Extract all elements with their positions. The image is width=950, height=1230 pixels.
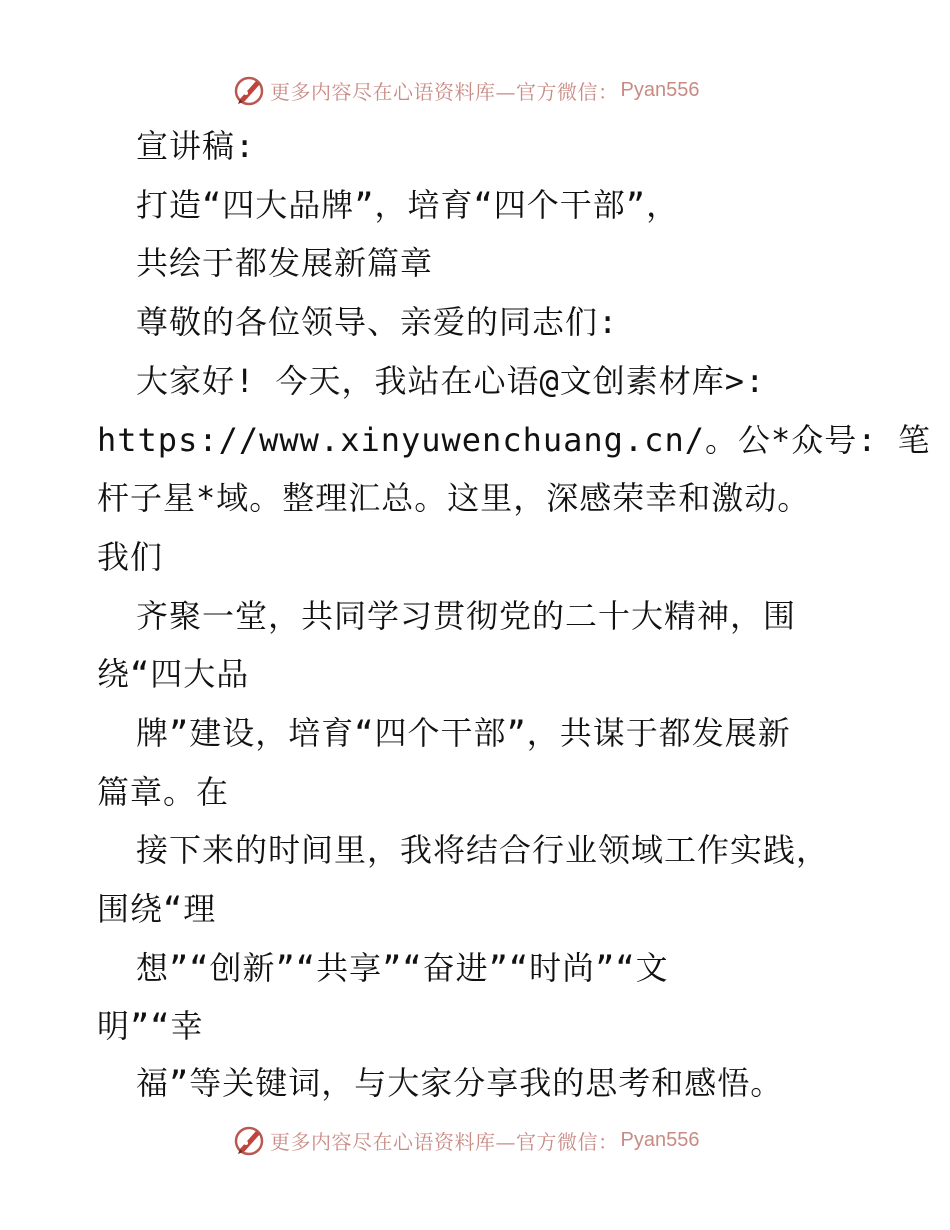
header-wechat-id: Pyan556 — [620, 78, 700, 101]
pen-logo-icon — [232, 1123, 266, 1157]
body-line: 篇章。在 — [97, 773, 230, 811]
header-banner-text: 更多内容尽在心语资料库—官方微信： — [270, 79, 619, 104]
footer-banner-text: 更多内容尽在心语资料库—官方微信： — [270, 1129, 619, 1154]
footer-wechat-id: Pyan556 — [620, 1128, 700, 1151]
body-line: 杆子星*域。整理汇总。这里，深感荣幸和激动。 — [97, 479, 811, 517]
pen-logo-icon — [232, 73, 266, 107]
header-banner — [232, 70, 699, 110]
body-line: https://www.xinyuwenchuang.cn/。公*众号: 笔 — [97, 421, 931, 459]
body-line: 我们 — [97, 538, 164, 576]
body-line: 打造“四大品牌”，培育“四个干部”， — [136, 186, 680, 224]
body-line: 宣讲稿: — [136, 127, 256, 165]
body-line: 接下来的时间里，我将结合行业领域工作实践， — [136, 831, 830, 869]
body-line: 绕“四大品 — [97, 655, 250, 693]
body-line: 围绕“理 — [97, 890, 217, 928]
body-line: 尊敬的各位领导、亲爱的同志们: — [136, 303, 619, 341]
body-line: 福”等关键词，与大家分享我的思考和感悟。 — [136, 1064, 784, 1102]
footer-banner — [232, 1120, 699, 1160]
body-line: 共绘于都发展新篇章 — [136, 244, 434, 282]
body-line: 想”“创新”“共享”“奋进”“时尚”“文 — [136, 949, 669, 987]
body-line: 大家好! 今天，我站在心语@文创素材库>: — [136, 362, 766, 400]
body-line: 明”“幸 — [97, 1007, 204, 1045]
body-line: 齐聚一堂，共同学习贯彻党的二十大精神，围 — [136, 597, 797, 635]
body-line: 牌”建设，培育“四个干部”，共谋于都发展新 — [136, 714, 791, 752]
